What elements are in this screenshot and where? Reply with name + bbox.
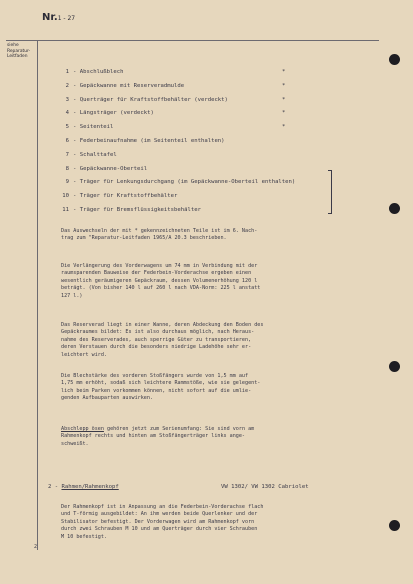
- list-item: 8 - Gepäckwanne-Oberteil: [65, 165, 148, 172]
- list-item: 7 - Schalttafel: [65, 151, 117, 158]
- list-item: 4 - Längsträger (verdeckt) *: [65, 110, 286, 117]
- list-item: 2 - Gepäckwanne mit Reserveradmulde *: [65, 82, 286, 89]
- paragraph-bumper: Die Blechstärke des vorderen Stoßfängers wurde von 1,5 mm auf 1,75 mm erhöht, sodaß sich leichtere Rammstöße, wie sie gelegent- lich beim Parken vorkommen können, nicht sofort auf die umlie- genden Aufbauparten auswirken.: [61, 373, 261, 402]
- section-heading: 2 - Rahmen/Rahmenkopf VW 1302/ VW 1302 Cabriolet: [48, 484, 309, 490]
- margin-rule: [37, 40, 38, 550]
- punch-hole-icon: [389, 54, 400, 65]
- paragraph-spare-wheel: Das Reserverad liegt in einer Wanne, deren Abdeckung den Boden des Gepäckraumes bildet: Es ist also durchaus möglich, nach Heraus- nahme des Reserverades, auch sperrige Güter zu transportieren, deren Verstauen durch die besonders niedrige Ladehöhe sehr er- leichtert wird.: [61, 322, 264, 358]
- punch-hole-icon: [389, 361, 400, 372]
- list-item: 5 - Seitenteil *: [65, 124, 286, 131]
- list-item: 1 - Abschlußblech *: [65, 69, 286, 75]
- section-title: Rahmen/Rahmenkopf: [61, 484, 119, 490]
- paragraph-frame-head: Der Rahmenkopf ist in Anpassung an die Federbein-Vorderachse flach und T-förmig ausgebildet: An ihm werden beide Querlenker und der Stabilisator befestigt. Der Vorderwagen wird am Rahmenkopf vorn durch zwei Schrauben M 10 und am Querträger durch vier Schrauben M 10 befestigt.: [61, 504, 264, 540]
- list-bracket: [328, 170, 332, 214]
- page-footer: 2: [34, 544, 38, 550]
- list-item: 10 - Träger für Kraftstoffbehälter: [62, 193, 178, 200]
- list-item: 6 - Federbeinaufnahme (im Seitenteil enthalten): [65, 138, 225, 144]
- header-rule: [6, 40, 379, 41]
- paragraph-repair-note: Das Auswechseln der mit * gekennzeichneten Teile ist im 6. Nach- trag zum "Reparatur-Leitfaden 1965/A 20.3 beschrieben.: [61, 228, 258, 242]
- paragraph-towing-eyes: Abschlepp ösen gehören jetzt zum Serienumfang: Sie sind vorn am Rahmenkopf rechts und hinten am Stoßfängerträger links ange- schweißt.: [61, 426, 255, 447]
- towing-eyes-term: Abschlepp ösen: [61, 426, 104, 432]
- page-number: Nr.1 - 27: [42, 12, 76, 23]
- list-item: 11 - Träger für Bremsflüssigkeitsbehälter: [62, 207, 201, 213]
- margin-note: siehe Reparatur- Leitfaden: [7, 43, 31, 60]
- model-reference: VW 1302/ VW 1302 Cabriolet: [221, 484, 309, 490]
- punch-hole-icon: [389, 520, 400, 531]
- list-item: 3 - Querträger für Kraftstoffbehälter (verdeckt) *: [65, 96, 286, 103]
- punch-hole-icon: [389, 203, 400, 214]
- paragraph-luggage-space: Die Verlängerung des Vorderwagens um 74 mm in Verbindung mit der raumsparenden Bauweise der Federbein-Vorderachse ergeben einen wesentlich geräumigeren Gepäckraum, dessen Volumenerhöhung 120 l beträgt. (Von bisher 140 l auf 260 l nach VDA-Norm: 225 l anstatt 127 l.): [61, 263, 261, 299]
- list-item: 9 - Träger für Lenkungsdurchgang (im Gepäckwanne-Oberteil enthalten): [65, 179, 296, 186]
